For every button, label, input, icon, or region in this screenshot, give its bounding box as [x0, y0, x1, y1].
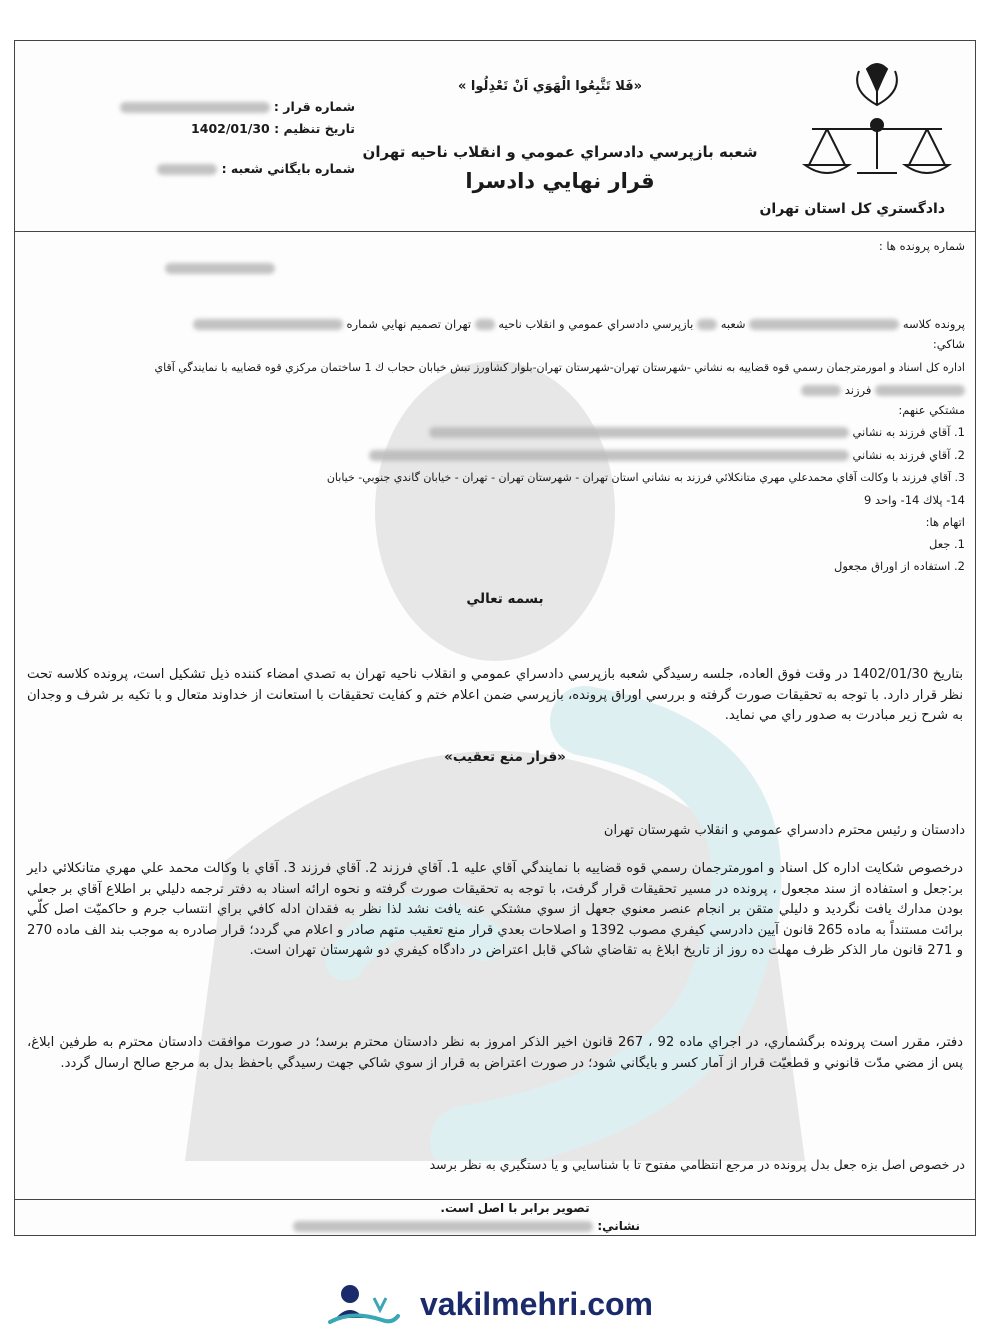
quran-verse: «فَلا تَتَّبِعُوا الْهَوَي اَنْ تَعْدِلُوا »	[458, 79, 642, 94]
addressee-line: دادستان و رئيس محترم دادسراي عمومي و انقلاب شهرستان تهران	[603, 823, 965, 838]
issue-date-label: تاريخ تنظيم :	[274, 121, 355, 136]
court-name: دادگستري کل استان تهران	[759, 201, 945, 217]
accused-label: مشتكي عنهم:	[898, 403, 965, 417]
brand-name[interactable]: vakilmehri.com	[420, 1286, 653, 1322]
certified-copy-note: تصوير برابر با اصل است.	[440, 1201, 590, 1215]
charge-item-2: 2. استفاده از اوراق مجعول	[834, 559, 965, 573]
decision-number-row	[120, 99, 355, 114]
charges-label: اتهام ها:	[925, 515, 965, 529]
accused-item-1: 1. آقاي فرزند به نشاني	[429, 425, 965, 439]
redacted-decision-number	[120, 102, 270, 113]
final-paragraph: در خصوص اصل بزه جعل بدل پرونده در مرجع انتظامي مفتوح تا با شناسايي و يا دستگيري به نظر برسد	[429, 1157, 965, 1172]
redacted-case-numbers	[165, 261, 275, 275]
class-line: پرونده كلاسه شعبه بازپرسي دادسراي عمومي و انقلاب ناحيه تهران تصميم نهايي شماره	[193, 317, 965, 331]
redacted-address	[293, 1221, 593, 1232]
issue-date-value: 1402/01/30	[191, 121, 270, 136]
complainant-son-of-row: فرزند	[801, 383, 965, 397]
complainant-text: اداره كل اسناد و امورمترجمان رسمي قوه قضاييه به نشاني -شهرستان تهران-شهرستان تهران-بلوار كشاورز نبش خيابان حجاب ك 1 ساختمان مركزي قوه قضاييه با نمايندگي آقاي	[154, 361, 965, 374]
branch-line: شعبه بازپرسي دادسراي عمومي و انقلاب ناحيه تهران	[362, 143, 758, 161]
complainant-label: شاكي:	[932, 337, 965, 351]
footer-divider	[15, 1199, 975, 1200]
bismillah: بسمه تعالي	[466, 591, 544, 607]
main-paragraph: درخصوص شكايت اداره كل اسناد و امورمترجمان رسمي قوه قضاييه با نمايندگي آقاي عليه 1. آقاي فرزند 2. آقاي فرزند 3. آقاي با وكالت محمد علي مهري متانكلائي داير بر:جعل و استفاده از سند مجعول ، پرونده در مسير تحقيقات قرار گرفت، با توجه به تحقيقات صورت گرفته و نحوه ارائه اسناد به دفتر ترجمه دليلي بر اطلاع آقاي بر جعلي بودن مدارك يافت نگرديد و دليلي متقن بر انجام عنصر معنوي جعهل از سوي مشتكي عنه يافت نشد لذا نظر به فقدان ادله كافي براي انتساب جرم و حاكميّت اصل كلّي برائت مستنداً به ماده 265 قانون آيين دادرسي كيفري مصوب 1392 و اصلاحات بعدي قرار منع تعقيب متهم صادر و اعلام مي گردد؛ قرار صادره به موجب بند الف ماده 270 و 271 قانون مار الذكر ظرف مهلت ده روز از تاريخ ابلاغ به تقاضاي شاكي قابل اعتراض در دادگاه كيفري دو شهرستان تهران است.	[27, 861, 963, 958]
charge-item-1: 1. جعل	[928, 537, 965, 551]
case-numbers-label: شماره پرونده ها :	[878, 239, 965, 253]
archive-number-row	[157, 161, 355, 176]
document-title: قرار نهايي دادسرا	[465, 169, 655, 193]
footer-address-row	[293, 1219, 640, 1233]
accused-item-3: 3. آقاي فرزند با وكالت آقاي محمدعلي مهري متانكلائي فرزند به نشاني استان تهران - شهرستان تهران - تهران - خيابان گاندي جنوبي- خيابان	[326, 471, 965, 484]
brand-logo-icon	[322, 1280, 402, 1330]
redacted-archive-number	[157, 164, 217, 175]
archive-number-label: شماره بايگاني شعبه :	[221, 161, 355, 176]
scales-of-justice-emblem-icon	[797, 57, 957, 187]
decision-title: «قرار منع تعقيب»	[444, 749, 566, 765]
issue-date-row	[191, 121, 355, 136]
accused-address-continued: 14- پلاك 14- واحد 9	[864, 493, 965, 507]
intro-paragraph: بتاريخ 1402/01/30 در وقت فوق العاده، جلسه رسيدگي شعبه بازپرسي دادسراي عمومي و انقلاب ناحيه تهران به تصدي امضاء كننده ذيل تشكيل است، پرونده كلاسه تحت نظر قرار دارد. با توجه به تحقيقات صورت گرفته و بررسي اوراق پرونده، بازپرسي ضمن اعلام ختم و كفايت تحقيقات با استعانت از خداوند متعال و با تكيه بر شرف و وجدان به شرح زير مبادرت به صدور راي مي نمايد.	[27, 667, 963, 723]
decision-number-label: شماره قرار :	[273, 99, 355, 114]
office-paragraph: دفتر، مقرر است پرونده برگشماري، در اجراي ماده 92 ، 267 قانون اخير الذكر امروز به نظر دادستان محترم برسد؛ در صورت موافقت دادستان محترم به طرفين ابلاغ، پس از مضي مدّت قانوني و قطعيّت قرار از آمار كسر و بايگاني شود؛ در صورت اعتراض به قرار از سوي شاكي جهت رسيدگي باحفظ بدل به مرجع صالح ارسال گردد.	[27, 1035, 964, 1071]
accused-item-2: 2. آقاي فرزند به نشاني	[369, 448, 965, 462]
document-sheet	[14, 40, 976, 1236]
footer-address-label: نشاني:	[597, 1219, 640, 1233]
document-header	[15, 41, 975, 232]
